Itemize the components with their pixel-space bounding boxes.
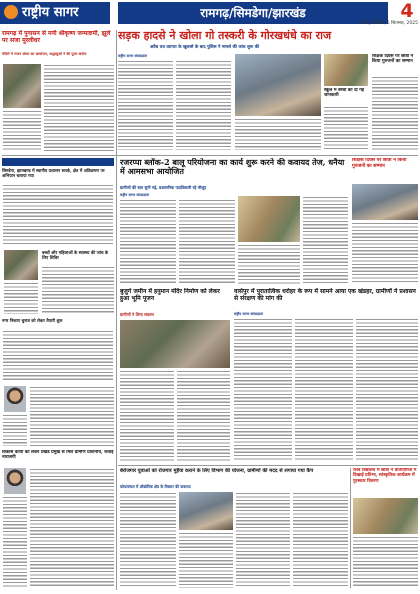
left-mid-body-6 [3,414,27,446]
column-rule-left [116,30,117,590]
left-mid-headline: सिमडेगा, झारखण्ड में स्थानीय प्रशासन सतर्क, क्षेत्र में अतिक्रमण पर अभियान चलाया गया [2,168,105,178]
right-low-headline: रेलवे विद्यालय में छात्रों ने प्रतियोगिता में दिखाई प्रतिभा, सांस्कृतिक कार्यक्रम में पुरस्कार वितरण [353,468,417,484]
lead-body-col2 [176,60,231,150]
lead-body-col1 [118,60,173,150]
right-low-body [353,536,418,588]
brand-circle-icon [4,5,18,19]
left-mid-body-5 [30,386,114,446]
right-mid-top-headline: शिक्षक दिवस पर छात्रों ने किया गुरुजनों का सम्मान [352,158,407,169]
center-body-col4 [303,196,348,284]
left-bottom-headline: विकास कार्यों को लेकर प्रखंड प्रमुख से मिले ग्रामीण प्रतिनिधि, जताई नाराजगी [2,450,114,461]
right-mid-headline: वासेपुर में पुरातात्विक धरोहर के रूप में सामने आया एक खंडहर, ग्रामीणों ने प्रशासन से संरक्षण की मांग की [234,288,416,302]
left-top-body-2 [3,110,41,152]
left-top-headline: रामगढ़ में पुनासन से मनी श्रीकृष्ण जन्माष्टमी, झूले पर सजा मुरलीधर [2,30,111,44]
center-mid-body-col2 [177,370,230,462]
center-low-body-col1 [120,492,176,588]
center-mid-body-col1 [120,370,174,462]
left-mid-banner [2,158,114,166]
lead-body-col3 [235,118,321,150]
left-mid-body-4 [3,330,113,382]
center-low-body-col2 [179,532,233,588]
center-low-body-col4 [293,492,348,588]
left-mid-photo [4,250,38,280]
center-low-subhead: कोयलांचल में औद्योगिक क्षेत्र के विस्तार की कवायद [120,484,191,489]
left-mid-body-2 [42,266,114,314]
left-bottom-body-2 [3,496,27,588]
center-low-body-col3 [236,492,290,588]
section-divider-2 [118,465,418,466]
center-low-headline: बेरोजगार युवाओं को रोजगार मुहैया कराने के लिए विभाग की योजना, ग्रामीणों की मदद से लगाया गया कैंप [120,468,314,474]
dateline: राँची | शनिवार, 6 सितम्बर, 2025 [360,21,418,26]
page-number: 4 [400,0,414,22]
left-mug-photo [4,386,26,412]
right-mid-body-col3 [356,318,418,462]
center-photo [238,196,300,242]
lead-headline: सड़क हादसे ने खोला गो तस्करी के गोरखधंधे का राज [118,29,332,42]
left-mid-headline-3: नगर निकाय चुनाव को लेकर तैयारी शुरू [2,318,63,323]
right-low-photo [353,498,418,534]
right-mid-byline: राष्ट्रीय सागर संवाददाता [234,312,264,316]
right-top-body [324,106,368,150]
center-mid-headline: बुजुर्ग जमीन में हनुमान मंदिर निर्माण को लेकर हुआ भूमि पूजन [120,288,220,302]
center-byline: राष्ट्रीय सागर संवाददाता [120,193,150,197]
center-subhead: ग्रामीणों की बात सुनी गई, प्रशासनिक पदाधिकारी रहे मौजूद [120,185,207,190]
left-mid-body-3 [4,282,38,314]
left-top-body [44,64,114,152]
right-mid-body [352,222,418,284]
center-body-col3 [238,244,300,284]
column-rule-right [350,468,351,588]
lead-photo [235,54,321,116]
center-body-col1 [120,199,176,283]
right-mid-body-col1 [234,318,292,462]
left-mid-headline-2: बच्चों और महिलाओं के स्वास्थ्य की जांच के लिए शिविर [42,250,109,260]
region-banner: रामगढ़/सिमडेगा/झारखंड [118,2,388,24]
left-top-photo [3,64,41,108]
right-top-body-2 [372,76,418,150]
right-top-headline-2: शिक्षक दिवस पर छात्रों ने किया गुरुजनों का सम्मान [372,54,414,65]
section-divider [2,155,418,156]
right-top-headline: स्कूल में बच्चों को दी गई जानकारी [324,88,364,99]
right-mid-photo [352,184,418,220]
right-mid-body-col2 [295,318,353,462]
center-mid-photo [120,320,230,368]
center-low-photo [179,492,233,530]
lead-byline: राष्ट्रीय सागर संवाददाता [118,54,148,58]
right-top-photo [324,54,368,86]
lead-subhead: अवैध वध व्यापार के खुलासे के बाद पुलिस ने मामले की जांच शुरू की [150,45,260,50]
left-mid-body [3,184,113,246]
left-top-subhead: मंदिरों में भजन संध्या का आयोजन, श्रद्धालुओं ने की पूजा-अर्चना [2,52,87,56]
center-headline: रजरप्पा ब्लॉक-2 बालू परियोजना का कार्य शुरू करने की कवायद तेज, धनैया में आमसभा आयोजित [120,158,345,176]
center-body-col2 [179,199,235,283]
brand-name: राष्ट्रीय सागर [22,5,79,20]
center-mid-subhead: ग्रामीणों ने लिया संकल्प [120,312,154,317]
left-bottom-mug-photo [4,468,26,494]
left-bottom-body [30,468,114,588]
